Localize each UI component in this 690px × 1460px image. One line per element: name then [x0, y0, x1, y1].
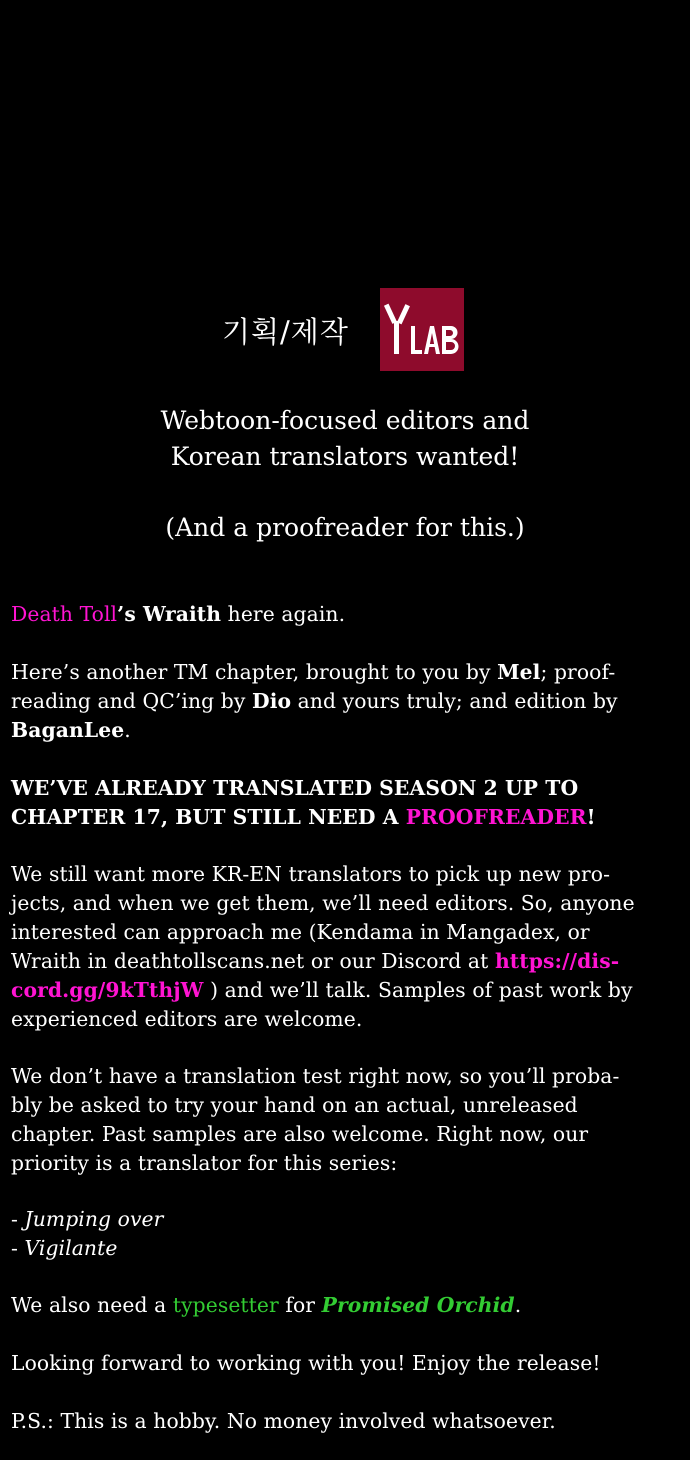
notice-line: WE’VE ALREADY TRANSLATED SEASON 2 UP TO	[11, 776, 579, 800]
notice-line: CHAPTER 17, BUT STILL NEED A	[11, 805, 406, 829]
typesetter-paragraph	[11, 1291, 686, 1320]
credits-text: ; proof-	[540, 660, 616, 684]
headline-line-3: (And a proofreader for this.)	[165, 513, 525, 542]
recruitment-line: jects, and when we get them, we’ll need editors. So, anyone	[11, 891, 635, 915]
list-bullet: -	[11, 1236, 25, 1260]
recruitment-line: experienced editors are welcome.	[11, 1007, 363, 1031]
translation-test-paragraph	[11, 1062, 686, 1178]
recruitment-line: ) and we’ll talk. Samples of past work by	[203, 978, 633, 1002]
headline-line-1: Webtoon-focused editors and	[160, 406, 530, 435]
headline-wanted	[0, 403, 690, 475]
notice-line: !	[586, 805, 596, 829]
intro-rest: here again.	[221, 602, 346, 626]
recruitment-line: interested can approach me (Kendama in Mangadex, or	[11, 920, 590, 944]
typesetter-text: We also need a	[11, 1293, 173, 1317]
discord-link[interactable]: https://dis-	[494, 949, 620, 973]
credits-text: and yours truly; and edition by	[291, 689, 618, 713]
series-list	[11, 1205, 686, 1263]
proofreader-name: Dio	[252, 689, 292, 713]
list-item	[11, 1205, 686, 1234]
proofreader-highlight: PROOFREADER	[405, 805, 587, 829]
credit-row	[0, 288, 690, 372]
credits-text: Here’s another TM chapter, brought to you by	[11, 660, 498, 684]
typesetter-text: .	[514, 1293, 522, 1317]
recruitment-line: We still want more KR-EN translators to pick up new pro-	[11, 862, 611, 886]
credits-text: .	[124, 718, 131, 742]
test-line: chapter. Past samples are also welcome. Right now, our	[11, 1122, 589, 1146]
test-line: bly be asked to try your hand on an actual, unreleased	[11, 1093, 578, 1117]
typesetter-text: for	[278, 1293, 322, 1317]
series-title: Vigilante	[24, 1236, 118, 1260]
typesetter-highlight: typesetter	[172, 1293, 279, 1317]
promised-orchid-title: Promised Orchid	[321, 1293, 515, 1317]
ps-paragraph	[11, 1407, 686, 1436]
proofreader-notice	[11, 774, 686, 832]
credit-label: 기획/제작	[222, 315, 349, 349]
list-item	[11, 1234, 686, 1263]
series-title: Jumping over	[24, 1207, 164, 1231]
translator-name: Mel	[497, 660, 541, 684]
ylab-logo	[380, 288, 464, 371]
closing-line: Looking forward to working with you! Enjoy the release!	[11, 1351, 601, 1375]
credits-paragraph	[11, 658, 686, 745]
headline-line-2: Korean translators wanted!	[170, 442, 520, 471]
headline-proofreader	[0, 510, 690, 546]
group-name: Death Toll	[11, 602, 118, 626]
list-bullet: -	[11, 1207, 25, 1231]
test-line: priority is a translator for this series:	[11, 1151, 398, 1175]
recruitment-paragraph	[11, 860, 686, 1034]
author-name: ’s Wraith	[117, 602, 222, 626]
credits-text: reading and QC’ing by	[11, 689, 252, 713]
recruitment-line: Wraith in deathtollscans.net or our Discord at	[11, 949, 495, 973]
ps-line: P.S.: This is a hobby. No money involved whatsoever.	[11, 1409, 556, 1433]
closing-paragraph	[11, 1349, 686, 1378]
discord-link[interactable]: cord.gg/9kTthjW	[11, 978, 204, 1002]
editor-name: BaganLee	[11, 718, 125, 742]
intro-paragraph	[11, 600, 686, 629]
test-line: We don’t have a translation test right now, so you’ll proba-	[11, 1064, 620, 1088]
